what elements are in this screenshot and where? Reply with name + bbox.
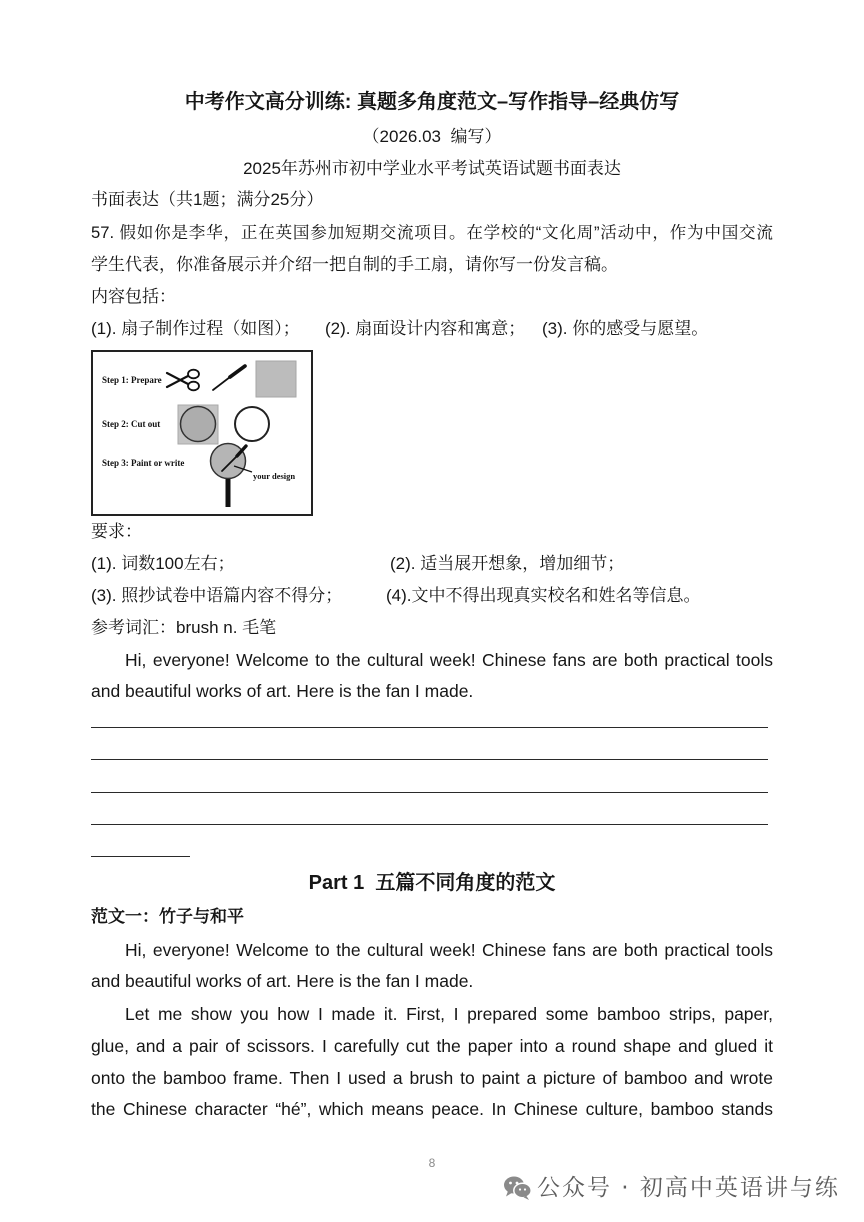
page-number: 8 (428, 1156, 436, 1170)
wechat-eye (516, 1182, 519, 1185)
part-heading: Part 1 五篇不同角度的范文 (308, 872, 556, 894)
wechat-icon (503, 1175, 533, 1201)
wechat-eye (509, 1182, 512, 1185)
answer-line (91, 727, 768, 728)
requirement-item: (1). 词数100左右； (91, 554, 235, 573)
reference-vocab: 参考词汇：brush n. 毛笔 (91, 618, 277, 637)
section-label: 书面表达（共1题；满分25分） (91, 190, 324, 209)
fan-steps-illustration (91, 350, 313, 516)
essay-line: Let me show you how I made it. First, I prepared some bamboo strips, paper, (125, 1004, 773, 1024)
content-point: (3). 你的感受与愿望。 (542, 319, 709, 338)
design-label: your design (253, 471, 296, 481)
content-point: (2). 扇面设计内容和寓意； (325, 319, 526, 338)
requirement-item: (3). 照抄试卷中语篇内容不得分； (91, 586, 343, 605)
wechat-eye (524, 1188, 526, 1190)
content-point: (1). 扇子制作过程（如图）； (91, 319, 300, 338)
essay-line: the Chinese character “hé”, which means peace. In Chinese culture, bamboo stands (91, 1099, 773, 1119)
wechat-eye (519, 1188, 521, 1190)
essay-line: glue, and a pair of scissors. I carefully cut the paper into a round shape and glued it (91, 1036, 773, 1056)
answer-line (91, 792, 768, 793)
fan-face (211, 444, 246, 479)
watermark-text: 公众号 · 初高中英语讲与练 (537, 1175, 840, 1201)
requirement-item: (2). 适当展开想象，增加细节； (390, 554, 625, 573)
step2-label: Step 2: Cut out (102, 419, 161, 429)
step1-label: Step 1: Prepare (102, 375, 162, 385)
cut-circle-marked (181, 407, 216, 442)
answer-line (91, 759, 768, 760)
fan-steps-figure (91, 350, 313, 516)
opening-line: Hi, everyone! Welcome to the cultural week! Chinese fans are both practical tools (125, 650, 773, 670)
opening-line: and beautiful works of art. Here is the fan I made. (91, 681, 474, 701)
essay-line: Hi, everyone! Welcome to the cultural week! Chinese fans are both practical tools (125, 940, 773, 960)
requirements-heading: 要求： (91, 522, 142, 541)
wechat-bubble-small (514, 1183, 531, 1197)
step3-label: Step 3: Paint or write (102, 458, 185, 468)
paper-square (256, 361, 296, 397)
prompt-line: 学生代表，你准备展示并介绍一把自制的手工扇，请你写一份发言稿。 (91, 255, 618, 274)
requirement-item: (4).文中不得出现真实校名和姓名等信息。 (386, 586, 701, 605)
date-note: （2026.03 编写） (362, 127, 502, 146)
essay-line: and beautiful works of art. Here is the fan I made. (91, 971, 474, 991)
essay-title: 范文一：竹子与和平 (91, 907, 244, 926)
content-heading: 内容包括： (91, 287, 176, 306)
essay-line: onto the bamboo frame. Then I used a brush to paint a picture of bamboo and wrote (91, 1068, 773, 1088)
answer-line (91, 824, 768, 825)
page-title: 中考作文高分训练: 真题多角度范文–写作指导–经典仿写 (184, 91, 680, 113)
cut-circle (235, 407, 269, 441)
prompt-line: 57. 假如你是李华，正在英国参加短期交流项目。在学校的“文化周”活动中，作为中国交流 (91, 223, 773, 242)
answer-line-short (91, 856, 190, 857)
source-line: 2025年苏州市初中学业水平考试英语试题书面表达 (243, 159, 621, 178)
fan-handle (226, 479, 231, 507)
